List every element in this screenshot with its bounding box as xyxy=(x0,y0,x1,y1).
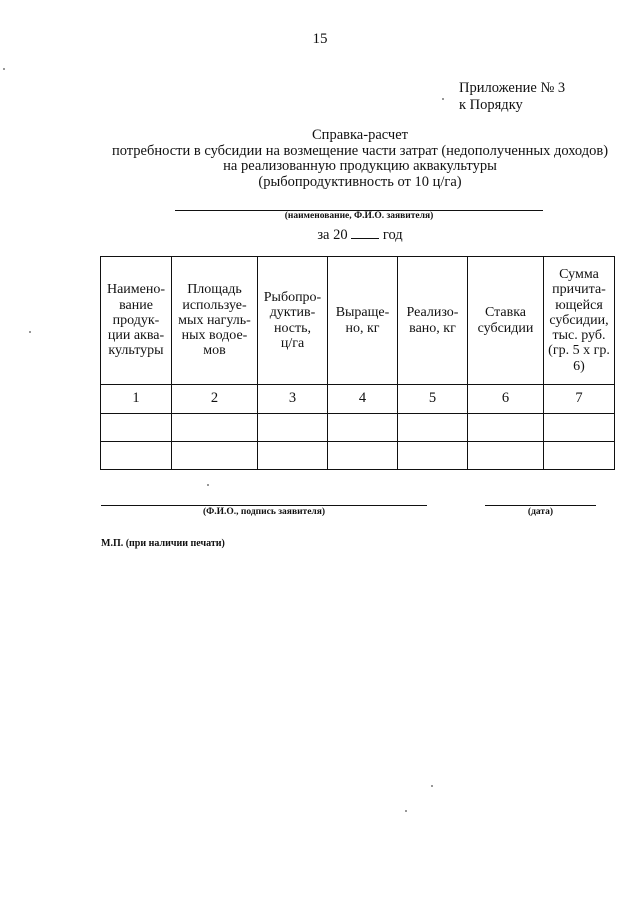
empty-cell xyxy=(258,442,328,470)
title-line-1: Справка-расчет xyxy=(312,127,408,143)
header-sold-kg: Реализо- вано, кг xyxy=(398,257,468,385)
year-blank xyxy=(351,226,379,239)
header-pond-area: Площадь используе- мых нагуль- ных водое- мов xyxy=(172,257,258,385)
date-fill-line xyxy=(485,505,596,506)
scan-speck xyxy=(207,484,209,486)
scan-speck xyxy=(29,331,31,333)
date-caption: (дата) xyxy=(527,507,554,517)
signature-fill-line xyxy=(101,505,427,506)
applicant-caption: (наименование, Ф.И.О. заявителя) xyxy=(284,211,434,221)
empty-cell xyxy=(101,414,172,442)
table-header-row xyxy=(101,257,615,385)
year-suffix: год xyxy=(382,227,403,243)
empty-cell xyxy=(101,442,172,470)
empty-cell xyxy=(328,442,398,470)
empty-cell xyxy=(258,414,328,442)
empty-cell xyxy=(544,442,615,470)
title-line-2: потребности в субсидии на возмещение части затрат (недополученных доходов) xyxy=(111,142,609,159)
column-number-row xyxy=(101,385,615,414)
column-number: 3 xyxy=(258,385,328,414)
document-title xyxy=(0,128,640,190)
signature-caption: (Ф.И.О., подпись заявителя) xyxy=(202,507,326,517)
page-number: 15 xyxy=(312,31,328,47)
column-number: 7 xyxy=(544,385,615,414)
year-prefix: за 20 xyxy=(317,227,348,243)
column-number: 4 xyxy=(328,385,398,414)
header-subsidy-rate: Ставка субсидии xyxy=(468,257,544,385)
table-row xyxy=(101,414,615,442)
header-fish-productivity: Рыбопро- дуктив- ность, ц/га xyxy=(258,257,328,385)
empty-cell xyxy=(328,414,398,442)
appendix-line-2: к Порядку xyxy=(459,97,523,113)
empty-cell xyxy=(468,442,544,470)
column-number: 2 xyxy=(172,385,258,414)
scan-speck xyxy=(3,68,5,70)
stamp-note: М.П. (при наличии печати) xyxy=(101,538,225,549)
header-subsidy-amount: Сумма причита- ющейся субсидии, тыс. руб. (гр. 5 x гр. 6) xyxy=(544,257,615,385)
scan-speck xyxy=(405,810,407,812)
title-line-4: (рыбопродуктивность от 10 ц/га) xyxy=(258,173,462,190)
appendix-note xyxy=(459,80,565,114)
title-line-3: на реализованную продукцию аквакультуры xyxy=(223,158,497,174)
scan-speck xyxy=(442,98,444,100)
appendix-line-1: Приложение № 3 xyxy=(459,80,566,96)
empty-cell xyxy=(172,442,258,470)
subsidy-calculation-table xyxy=(100,256,615,470)
column-number: 5 xyxy=(398,385,468,414)
scan-speck xyxy=(431,785,433,787)
report-year xyxy=(0,226,640,244)
column-number: 6 xyxy=(468,385,544,414)
header-grown-kg: Выраще- но, кг xyxy=(328,257,398,385)
empty-cell xyxy=(398,442,468,470)
empty-cell xyxy=(398,414,468,442)
header-product-name: Наимено- вание продук- ции аква- культуры xyxy=(101,257,172,385)
column-number: 1 xyxy=(101,385,172,414)
empty-cell xyxy=(544,414,615,442)
table-row xyxy=(101,442,615,470)
empty-cell xyxy=(468,414,544,442)
empty-cell xyxy=(172,414,258,442)
